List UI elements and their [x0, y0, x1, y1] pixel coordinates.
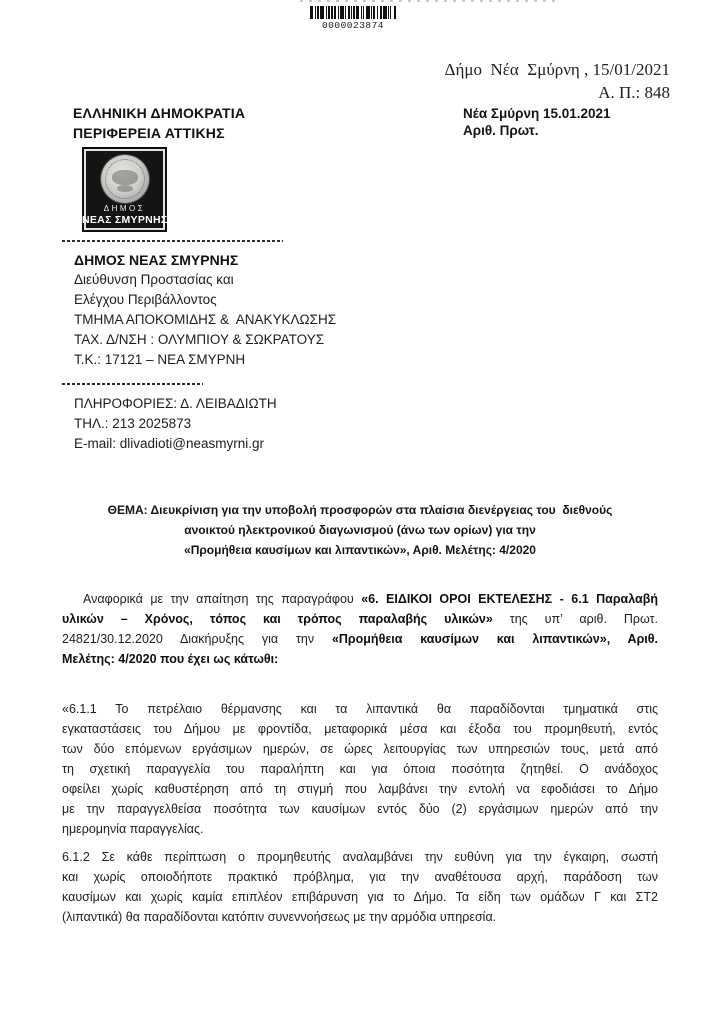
authority-republic: ΕΛΛΗΝΙΚΗ ΔΗΜΟΚΡΑΤΙΑ [73, 105, 246, 121]
text-line: Αναφορικά με την απαίτηση της παραγράφου «6. ΕΙΔΙΚΟΙ ΟΡΟΙ ΕΚΤΕΛΕΣΗΣ - 6.1 Παραλαβή [83, 592, 658, 606]
authority-header [73, 103, 245, 143]
logo-label-bottom: ΝΕΑΣ ΣΜΥΡΝΗΣ [82, 214, 168, 226]
sender-block [74, 250, 336, 370]
sender-address-line: ΤΜΗΜΑ ΑΠΟΚΟΜΙΔΗΣ & ΑΝΑΚΥΚΛΩΣΗΣ [74, 312, 337, 327]
subject-heading [85, 500, 635, 560]
sender-address-line: Ελέγχου Περιβάλλοντος [74, 292, 217, 307]
subject-line: ανοικτού ηλεκτρονικού διαγωνισμού (άνω των ορίων) για την [184, 523, 536, 537]
sender-address-line: ΤΑΧ. Δ/ΝΣΗ : ΟΛΥΜΠΙΟΥ & ΣΩΚΡΑΤΟΥΣ [74, 332, 325, 347]
sender-address-line: Διεύθυνση Προστασίας και [74, 272, 234, 287]
dashed-separator-top [62, 240, 283, 242]
text-line: Μελέτης: 4/2020 που έχει ως κάτωθι: [62, 652, 279, 666]
text-line: (λιπαντικά) θα παραδίδονται κατόπιν συνεννοήσεως με την αρμόδια υπηρεσία. [62, 910, 497, 924]
municipality-logo [82, 147, 167, 232]
stamp-city-date: Νέα Σμύρνη 15.01.2021 [463, 106, 611, 121]
subject-line: «Προμήθεια καυσίμων και λιπαντικών», Αριθ. Μελέτης: 4/2020 [184, 543, 536, 557]
text-line: καυσίμων και χωρίς καμία επιπλέον επιβάρυνση για το Δήμο. Τα είδη των ομάδων Γ και ΣΤ2 [62, 890, 658, 904]
text-line: 24821/30.12.2020 Διακήρυξης για την «Προμήθεια καυσίμων και λιπαντικών», Αριθ. [62, 632, 659, 646]
contact-phone: ΤΗΛ.: 213 2025873 [74, 416, 192, 431]
subject-line: ΘΕΜΑ: Διευκρίνιση για την υποβολή προσφορών στα πλαίσια διενέργειας του διεθνούς [107, 503, 613, 517]
text-line: υλικών – Χρόνος, τόπος και τρόπος παραλαβής υλικών» της υπ’ αριθ. Πρωτ. [62, 612, 659, 626]
text-line: «6.1.1 Το πετρέλαιο θέρμανσης και τα λιπαντικά θα παραδίδονται τμηματικά στις [62, 702, 658, 716]
sender-name: ΔΗΜΟΣ ΝΕΑΣ ΣΜΥΡΝΗΣ [74, 252, 239, 268]
reference-date-line: Δήμο Νέα Σμύρνη , 15/01/2021 [444, 60, 670, 79]
protocol-number-line: Α. Π.: 848 [598, 83, 670, 102]
text-line: 6.1.2 Σε κάθε περίπτωση ο προμηθευτής αναλαμβάνει την ευθύνη για την έγκαιρη, σωστή [62, 850, 658, 864]
text-line: τη σχετική παραγγελία του παραλήπτη και για όποια ποσότητα ζητηθεί. Ο ανάδοχος [62, 762, 658, 776]
contact-block [74, 394, 277, 454]
text-line: και χωρίς οποιοδήποτε πρακτικό πρόβλημα, για την αναθέτουσα αρχή, παράδοση των [62, 870, 658, 884]
barcode-number: 0000023874 [321, 20, 384, 31]
sender-address-line: Τ.Κ.: 17121 – ΝΕΑ ΣΜΥΡΝΗ [74, 352, 246, 367]
text-line: των δύο επόμενων εργάσιμων ημερών, σε ώρες λειτουργίας των υπηρεσιών τους, μετά από [62, 742, 658, 756]
paragraph-6-1-1 [62, 699, 658, 839]
contact-info: ΠΛΗΡΟΦΟΡΙΕΣ: Δ. ΛΕΙΒΑΔΙΩΤΗ [74, 396, 277, 411]
text-line: εγκαταστάσεις του Δήμου με φροντίδα, μεταφορικά μέσα και έξοδα του προμηθευτή, εντός [62, 722, 658, 736]
barcode-image [310, 6, 396, 19]
authority-region: ΠΕΡΙΦΕΡΕΙΑ ΑΤΤΙΚΗΣ [73, 125, 225, 141]
dashed-separator-bottom [62, 383, 203, 385]
scan-artifact-dots [300, 0, 556, 2]
text-line: με την παραγγελθείσα ποσότητα των καυσίμων εντός δύο (2) εργάσιμων ημερών από την [62, 802, 658, 816]
text-line: οφείλει χωρίς καθυστέρηση από τη στιγμή που λαμβάνει την εντολή να εφοδιάσει το Δήμο [62, 782, 658, 796]
municipal-seal-image [101, 155, 149, 203]
barcode-bar [394, 6, 396, 19]
paragraph-6-1-2 [62, 847, 658, 927]
seal-engraving-small [117, 185, 133, 192]
logo-label-top: ΔΗΜΟΣ [103, 204, 146, 213]
seal-engraving [112, 170, 138, 185]
stamp-protocol-label: Αριθ. Πρωτ. [463, 123, 539, 138]
barcode [310, 6, 396, 31]
contact-email: E-mail: dlivadioti@neasmyrni.gr [74, 436, 265, 451]
text-line: ημερομηνία παραγγελίας. [62, 822, 204, 836]
paragraph-intro [62, 589, 658, 669]
